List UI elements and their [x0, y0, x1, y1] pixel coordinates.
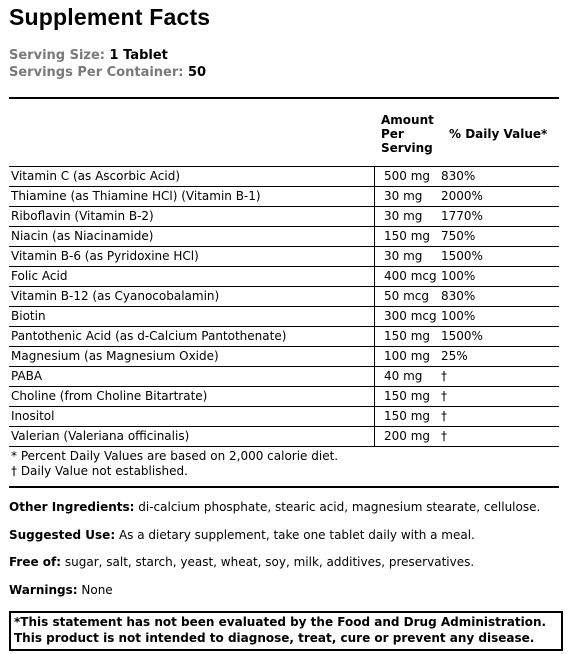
- nutrient-name: Riboflavin (Vitamin B-2): [11, 209, 154, 223]
- nutrient-name: Vitamin C (as Ascorbic Acid): [11, 169, 181, 183]
- warnings-text: None: [77, 583, 113, 597]
- servings-per-container: [9, 65, 206, 80]
- nutrient-name: Inositol: [11, 409, 55, 423]
- servings-per-container-value: 50: [188, 65, 207, 80]
- nutrient-daily-value: 830%: [441, 289, 476, 303]
- table-row: [9, 166, 559, 187]
- footnote-daily-values: * Percent Daily Values are based on 2,000 calorie diet.: [11, 449, 339, 463]
- footnote-not-established: † Daily Value not established.: [11, 464, 188, 478]
- nutrient-daily-value: 1500%: [441, 329, 483, 343]
- amount-header-line: Amount: [381, 113, 434, 127]
- suggested-use-label: Suggested Use:: [9, 528, 116, 542]
- nutrient-daily-value: †: [441, 369, 447, 383]
- nutrient-amount: 40 mg: [374, 367, 422, 387]
- other-ingredients-text: di-calcium phosphate, stearic acid, magnesium stearate, cellulose.: [134, 500, 541, 514]
- table-row: [9, 266, 559, 287]
- amount-header-line: Serving: [381, 141, 433, 155]
- servings-per-container-label: Servings Per Container:: [9, 65, 184, 80]
- suggested-use: [9, 528, 475, 542]
- nutrient-amount: 200 mg: [374, 427, 430, 447]
- serving-size-value: 1 Tablet: [109, 48, 168, 63]
- serving-size-label: Serving Size:: [9, 48, 106, 63]
- nutrient-daily-value: 100%: [441, 269, 476, 283]
- nutrient-amount: 30 mg: [374, 187, 422, 207]
- other-ingredients-label: Other Ingredients:: [9, 500, 135, 514]
- footer-divider: [9, 486, 559, 488]
- nutrient-name: Vitamin B-6 (as Pyridoxine HCl): [11, 249, 199, 263]
- table-row: [9, 286, 559, 307]
- nutrient-name: Thiamine (as Thiamine HCl) (Vitamin B-1): [11, 189, 261, 203]
- warnings-label: Warnings:: [9, 583, 78, 597]
- nutrient-amount: 150 mg: [374, 327, 430, 347]
- nutrient-amount: 150 mg: [374, 387, 430, 407]
- nutrient-daily-value: †: [441, 409, 447, 423]
- other-ingredients: [9, 500, 540, 514]
- warnings: [9, 583, 113, 597]
- nutrient-daily-value: 1770%: [441, 209, 483, 223]
- table-row: [9, 326, 559, 347]
- table-row: [9, 406, 559, 427]
- nutrient-daily-value: 830%: [441, 169, 476, 183]
- nutrient-daily-value: 1500%: [441, 249, 483, 263]
- nutrient-name: Vitamin B-12 (as Cyanocobalamin): [11, 289, 220, 303]
- table-row: [9, 186, 559, 207]
- nutrient-amount: 30 mg: [374, 207, 422, 227]
- table-row: [9, 366, 559, 387]
- nutrient-name: Biotin: [11, 309, 46, 323]
- nutrient-amount: 30 mg: [374, 247, 422, 267]
- table-row: [9, 306, 559, 327]
- table-row: [9, 226, 559, 247]
- free-of: [9, 555, 474, 569]
- table-row: [9, 426, 559, 447]
- table-bottom-divider: [9, 446, 559, 447]
- nutrient-daily-value: 25%: [441, 349, 468, 363]
- nutrient-amount: 300 mcg: [374, 307, 437, 327]
- nutrient-amount: 500 mg: [374, 167, 430, 187]
- table-row: [9, 346, 559, 367]
- daily-value-header: % Daily Value*: [449, 127, 548, 141]
- nutrient-name: Magnesium (as Magnesium Oxide): [11, 349, 219, 363]
- table-row: [9, 206, 559, 227]
- suggested-use-text: As a dietary supplement, take one tablet daily with a meal.: [115, 528, 475, 542]
- nutrient-name: Folic Acid: [11, 269, 68, 283]
- panel-title: Supplement Facts: [9, 4, 211, 30]
- nutrient-daily-value: 750%: [441, 229, 476, 243]
- nutrient-daily-value: 100%: [441, 309, 476, 323]
- table-row: [9, 246, 559, 267]
- nutrient-amount: 50 mcg: [374, 287, 429, 307]
- nutrient-daily-value: †: [441, 389, 447, 403]
- nutrient-amount: 100 mg: [374, 347, 430, 367]
- free-of-text: sugar, salt, starch, yeast, wheat, soy, milk, additives, preservatives.: [61, 555, 475, 569]
- nutrient-amount: 150 mg: [374, 407, 430, 427]
- nutrient-name: Valerian (Valeriana officinalis): [11, 429, 190, 443]
- fda-disclaimer: *This statement has not been evaluated by the Food and Drug Administration. This product is not intended to diagnose, treat, cure or prevent any disease.: [9, 611, 563, 651]
- amount-header-line: Per: [381, 127, 404, 141]
- nutrient-name: Choline (from Choline Bitartrate): [11, 389, 208, 403]
- nutrient-name: Pantothenic Acid (as d-Calcium Pantothenate): [11, 329, 287, 343]
- serving-size: [9, 48, 168, 63]
- table-row: [9, 386, 559, 407]
- nutrient-amount: 400 mcg: [374, 267, 437, 287]
- nutrient-name: PABA: [11, 369, 43, 383]
- nutrient-daily-value: 2000%: [441, 189, 483, 203]
- free-of-label: Free of:: [9, 555, 62, 569]
- nutrient-name: Niacin (as Niacinamide): [11, 229, 154, 243]
- nutrient-amount: 150 mg: [374, 227, 430, 247]
- amount-per-serving-header: [381, 113, 434, 155]
- nutrient-daily-value: †: [441, 429, 447, 443]
- header-divider: [9, 97, 559, 99]
